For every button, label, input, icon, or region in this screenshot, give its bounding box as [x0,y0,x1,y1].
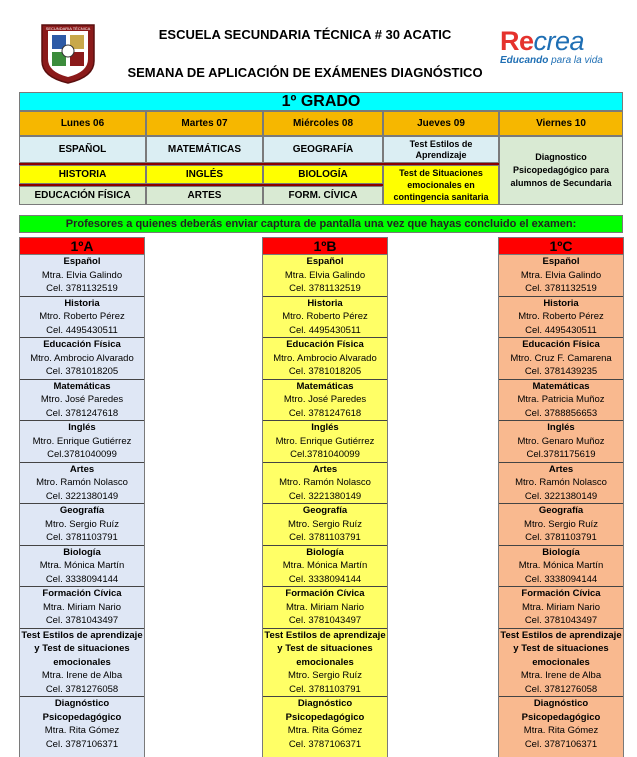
subject-name: Inglés [68,422,96,433]
subject-artes: ARTES [146,186,263,205]
subject-name: Historia [64,297,100,309]
subject-name: Biología [306,546,344,558]
teacher-name: Mtro. Sergio Ruíz [524,518,598,530]
teacher-entry [20,338,144,380]
group-column-1b [262,237,388,757]
teacher-entry [263,421,387,463]
teacher-entry [263,504,387,546]
subject-name: Biología [542,546,580,558]
group-teacher-list [498,255,624,757]
subject-biologia: BIOLOGÍA [263,165,383,184]
teacher-name: Mtro. Enrique Gutiérrez [32,435,132,447]
subject-espanol: ESPAÑOL [19,136,146,163]
teacher-name: Mtra. Elvia Galindo [520,269,602,281]
teacher-name: Mtro. Ramón Nolasco [36,477,128,488]
subject-geografia: GEOGRAFÍA [263,136,383,163]
teacher-phone: Cel. 4495430511 [289,324,361,336]
teacher-name: Mtro. Roberto Pérez [39,311,125,322]
teacher-entry [263,587,387,629]
subject-name: Test Estilos de aprendizaje [500,629,622,641]
teacher-name: Mtra. Rita Gómez [44,725,120,736]
teacher-name: Mtra. Miriam Nario [285,601,365,613]
group-column-1c [498,237,624,757]
teacher-entry [20,697,144,751]
teacher-entry [499,697,623,751]
brand-crea: crea [533,26,585,56]
teacher-name: Mtra. Mónica Martín [518,560,604,571]
teacher-name: Mtro. Cruz F. Camarena [510,352,612,364]
subject-form-civica: FORM. CÍVICA [263,186,383,205]
recrea-brand [500,28,620,66]
teacher-entry [499,255,623,297]
subject-name: Test Estilos de aprendizaje [21,629,143,641]
subject-name: y Test de situaciones [34,643,130,654]
brand-re: Re [500,26,534,56]
subject-name: Geografía [59,505,105,516]
subject-name: Formación Cívica [285,588,365,599]
teacher-phone: Cel. 4495430511 [46,324,118,336]
teacher-entry [263,380,387,422]
subject-matematicas: MATEMÁTICAS [146,136,263,163]
teacher-phone: Cel. 3781276058 [45,683,119,695]
subject-name: Formación Cívica [42,588,122,599]
subject-name: Artes [312,463,338,475]
teacher-phone: Cel. 3787106371 [288,738,362,750]
teacher-name: Mtra. Patricia Muñoz [517,394,605,405]
subject-name: Artes [548,463,574,475]
brand-tag-rest: para la vida [548,55,603,66]
teacher-phone: Cel. 3338094144 [288,573,362,585]
subject-name: emocionales [53,656,111,668]
subject-name: Geografía [302,505,348,516]
subject-name: Formación Cívica [521,588,601,599]
subject-name: Psicopedagógico [285,711,365,723]
teacher-name: Mtra. Elvia Galindo [284,269,366,281]
teacher-name: Mtra. Miriam Nario [42,601,122,613]
teacher-phone: Cel. 3787106371 [524,738,598,750]
teacher-entry [20,297,144,339]
teacher-phone: Cel. 3781247618 [45,407,119,419]
school-title: ESCUELA SECUNDARIA TÉCNICA # 30 ACATIC [158,27,452,42]
teacher-name: Mtro. José Paredes [283,394,367,405]
teacher-entry [263,463,387,505]
teacher-phone: Cel. 3338094144 [524,573,598,585]
teacher-entry [263,629,387,698]
group-teacher-list [262,255,388,757]
teacher-phone: Cel.3781040099 [47,449,117,460]
teacher-entry [499,587,623,629]
row-separator [383,163,499,165]
teacher-name: Mtra. Rita Gómez [523,725,599,736]
teacher-phone: Cel. 3781043497 [524,615,598,626]
teacher-phone: Cel. 3781043497 [288,615,362,626]
teacher-name: Mtro. Ramón Nolasco [279,477,371,488]
teacher-entry [263,697,387,751]
teacher-name: Mtro. José Paredes [40,394,124,405]
teacher-entry [499,380,623,422]
teacher-phone: Cel. 3781132519 [525,283,597,294]
subject-name: Diagnóstico [297,698,353,709]
subject-name: Educación Física [43,339,121,350]
teacher-name: Mtra. Rita Gómez [287,725,363,736]
teacher-phone: Cel.3781040099 [290,449,360,460]
teacher-entry [499,546,623,588]
teacher-entry [20,504,144,546]
teacher-entry [263,255,387,297]
row-separator [19,163,383,165]
group-header: 1ºA [19,237,145,255]
day-martes: Martes 07 [146,111,263,136]
teacher-entry [499,421,623,463]
subject-historia: HISTORIA [19,165,146,184]
teacher-name: Mtro. Ambrocio Alvarado [30,352,134,364]
teacher-phone: Cel. 3781018205 [45,366,119,377]
subject-name: Matemáticas [53,380,111,392]
subject-name: Matemáticas [296,380,354,392]
teacher-phone: Cel. 3781103791 [46,532,118,543]
subject-name: Diagnóstico [54,698,110,709]
subject-name: Español [63,256,101,267]
group-header: 1ºC [498,237,624,255]
subject-name: Matemáticas [532,380,590,392]
subject-name: Inglés [311,422,339,433]
teacher-name: Mtro. Sergio Ruíz [288,670,362,681]
teacher-phone: Cel. 3781103791 [525,532,597,543]
subject-name: Educación Física [286,339,364,350]
teacher-name: Mtro. Sergio Ruíz [45,518,119,530]
teacher-phone: Cel. 3781018205 [288,366,362,377]
teacher-phone: Cel. 3221380149 [45,490,119,502]
teacher-phone: Cel. 3781439235 [524,366,598,377]
subject-name: Historia [307,297,343,309]
subject-name: Inglés [547,422,575,433]
teacher-entry [20,587,144,629]
teacher-phone: Cel. 3221380149 [288,490,362,502]
teacher-name: Mtra. Miriam Nario [521,601,601,613]
day-lunes: Lunes 06 [19,111,146,136]
teacher-phone: Cel. 3781103791 [289,683,361,695]
teacher-phone: Cel. 3781132519 [289,283,361,294]
group-column-1a [19,237,145,757]
teacher-name: Mtro. Enrique Gutiérrez [275,435,375,447]
teacher-phone: Cel. 4495430511 [525,324,597,336]
notice-bar: Profesores a quienes deberás enviar captura de pantalla una vez que hayas concluido el examen: [19,215,623,233]
teacher-phone: Cel. 3781276058 [524,683,598,695]
subject-ingles: INGLÉS [146,165,263,184]
school-logo [36,21,100,85]
teacher-entry [499,629,623,698]
row-separator [19,184,383,186]
teacher-phone: Cel. 3781247618 [288,407,362,419]
teacher-phone: Cel. 3788856653 [524,407,598,419]
teacher-phone: Cel. 3781043497 [45,615,119,626]
subject-name: Psicopedagógico [521,711,601,723]
teacher-entry [499,297,623,339]
subject-name: Psicopedagógico [42,711,122,723]
subject-name: Historia [543,297,579,309]
grade-title: 1º GRADO [19,92,623,111]
subject-name: Español [542,256,580,267]
subject-name: emocionales [296,656,354,668]
teacher-entry [20,255,144,297]
subject-name: Español [306,256,344,267]
teacher-name: Mtro. Roberto Pérez [282,311,368,322]
teacher-phone: Cel. 3787106371 [45,738,119,750]
teacher-entry [20,463,144,505]
day-miercoles: Miércoles 08 [263,111,383,136]
teacher-name: Mtro. Roberto Pérez [518,311,604,322]
teacher-phone: Cel. 3221380149 [524,490,598,502]
subject-test-situaciones: Test de Situaciones emocionales en contingencia sanitaria [383,165,499,205]
subject-diagnostico: Diagnostico Psicopedagógico para alumnos de Secundaria [499,136,623,205]
teacher-phone: Cel. 3338094144 [45,573,119,585]
group-teacher-list [19,255,145,757]
teacher-entry [263,338,387,380]
day-jueves: Jueves 09 [383,111,499,136]
teacher-phone: Cel. 3781132519 [46,283,118,294]
teacher-name: Mtra. Irene de Alba [520,670,602,681]
group-header: 1ºB [262,237,388,255]
subject-name: Artes [69,463,95,475]
teacher-name: Mtro. Sergio Ruíz [288,518,362,530]
logo-text: SECUNDARIA TÉCNICA [45,26,91,31]
subject-educacion-fisica: EDUCACIÓN FÍSICA [19,186,146,205]
teacher-entry [20,629,144,698]
teacher-name: Mtro. Ramón Nolasco [515,477,607,488]
teacher-name: Mtra. Irene de Alba [41,670,123,681]
day-viernes: Viernes 10 [499,111,623,136]
subject-name: Educación Física [522,339,600,350]
teacher-entry [20,380,144,422]
subject-name: y Test de situaciones [277,643,373,654]
teacher-phone: Cel.3781175619 [526,449,596,460]
teacher-entry [499,504,623,546]
subject-name: y Test de situaciones [513,643,609,654]
teacher-entry [20,421,144,463]
teacher-entry [499,463,623,505]
teacher-name: Mtro. Genaro Muñoz [517,435,605,447]
brand-tag-bold: Educando [500,55,549,66]
subject-name: Diagnóstico [533,698,589,709]
subject-name: Test Estilos de aprendizaje [264,629,386,641]
teacher-phone: Cel. 3781103791 [289,532,361,543]
exam-week-title: SEMANA DE APLICACIÓN DE EXÁMENES DIAGNÓSTICO [127,65,483,80]
teacher-name: Mtra. Mónica Martín [39,560,125,571]
subject-name: emocionales [532,656,590,668]
teacher-entry [263,297,387,339]
teacher-entry [20,546,144,588]
teacher-entry [499,338,623,380]
teacher-name: Mtro. Ambrocio Alvarado [273,352,377,364]
teacher-name: Mtra. Elvia Galindo [41,269,123,281]
teacher-entry [263,546,387,588]
subject-name: Geografía [538,505,584,516]
subject-name: Biología [63,546,101,558]
teacher-name: Mtra. Mónica Martín [282,560,368,571]
subject-test-estilos: Test Estilos de Aprendizaje [383,136,499,163]
